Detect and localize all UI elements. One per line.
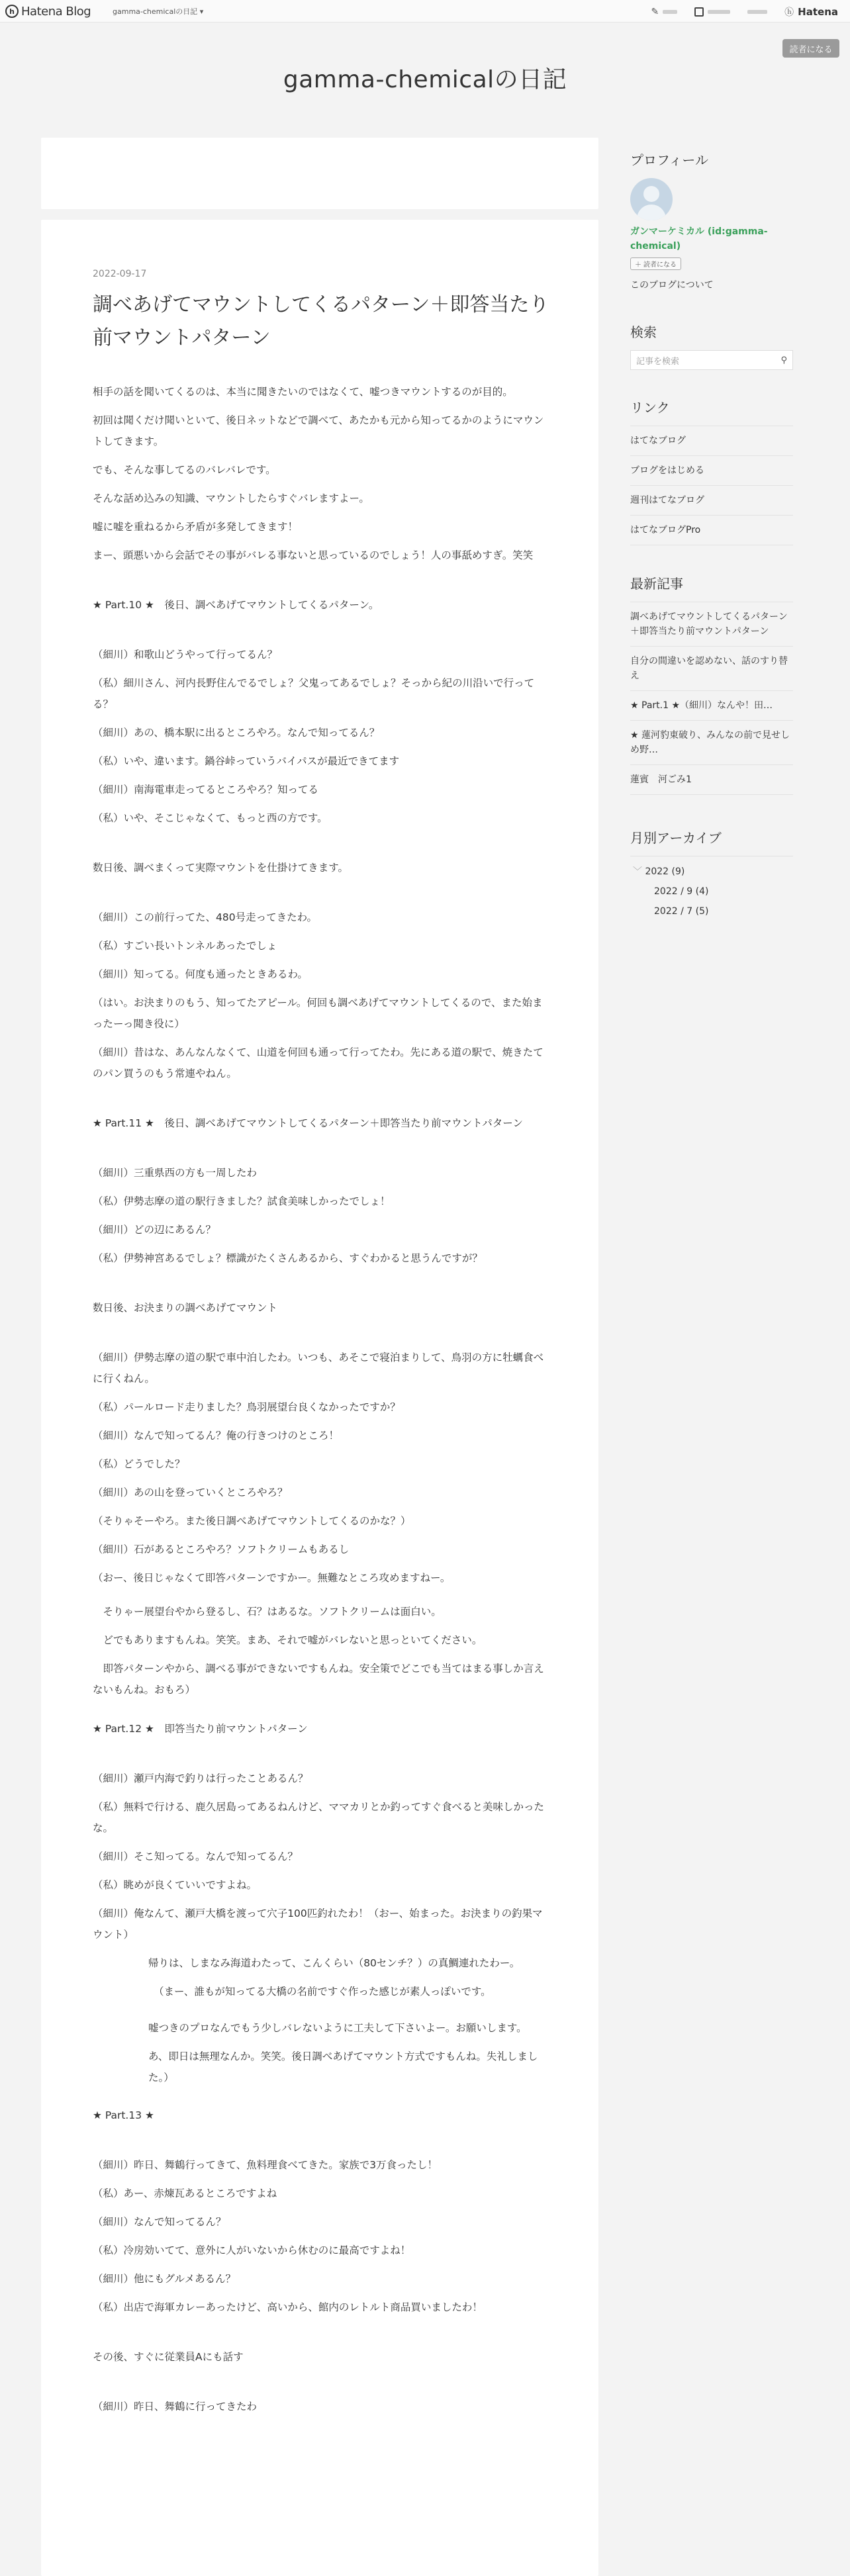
spacer xyxy=(93,2095,549,2105)
body-paragraph: 初回は聞くだけ聞いといて、後日ネットなどで調べて、あたかも元から知ってるかのようにマウントしてきます。 xyxy=(93,414,544,447)
profile-name-link[interactable]: ガンマーケミカル (id:gamma-chemical) xyxy=(630,226,768,252)
spacer xyxy=(93,1596,549,1601)
spacer xyxy=(93,623,549,644)
section-heading: ★ Part.10 ★ 後日、調べあげてマウントしてくるパターン。 xyxy=(93,599,379,611)
body-paragraph: （細川）この前行ってた、480号走ってきたわ。 xyxy=(93,911,317,923)
spacer xyxy=(93,1747,549,1768)
follow-button[interactable] xyxy=(630,257,681,270)
body-paragraph: （私）伊勢神宮あるでしょ？標識がたくさんあるから、すぐわかると思うんですが？ xyxy=(93,1252,483,1264)
body-paragraph: （私）いや、違います。鍋谷峠っていうバイパスが最近できてます xyxy=(93,755,400,767)
blog-switcher[interactable] xyxy=(113,6,203,17)
entry-body xyxy=(93,381,549,2424)
body-paragraph: （細川）昔はな、あんなんなくて、山道を何回も通って行ってたわ。先にある道の駅で、焼きたてのパン買うのもう常連やねん。 xyxy=(93,1046,543,1080)
spacer xyxy=(93,1326,549,1347)
body-paragraph: （私）どうでした？ xyxy=(93,1458,185,1470)
account-menu[interactable] xyxy=(747,10,767,14)
profile-module xyxy=(630,150,793,291)
body-paragraph: まー、頭悪いから会話でその事がバレる事ないと思っているのでしょう！人の事舐めすぎ。笑笑 xyxy=(93,549,534,561)
spacer xyxy=(93,1091,549,1113)
body-paragraph: （細川）三重県西の方も一周したわ xyxy=(93,1167,258,1179)
spacer xyxy=(93,1141,549,1162)
sidebar-link[interactable]: はてなブログ xyxy=(630,426,793,456)
body-paragraph: （細川）昨日、舞鶴に行ってきたわ xyxy=(93,2401,258,2413)
entry-title[interactable]: 調べあげてマウントしてくるパターン＋即答当たり前マウントパターン xyxy=(93,293,549,349)
about-blog-link[interactable]: このブログについて xyxy=(630,280,714,291)
body-paragraph: そんな話め込みの知識、マウントしたらすぐバレますよー。 xyxy=(93,492,369,504)
body-paragraph: あ、即日は無理なんか。笑笑。後日調べあげてマウント方式ですもんね。失礼しました。） xyxy=(148,2050,538,2084)
dashboard-label xyxy=(708,10,730,14)
spacer xyxy=(93,2133,549,2154)
body-paragraph: （細川）他にもグルメあるん？ xyxy=(93,2273,236,2285)
ad-area xyxy=(41,138,598,209)
avatar[interactable] xyxy=(630,178,673,220)
body-paragraph: （細川）知ってる。何度も通ったときあるわ。 xyxy=(93,968,308,980)
entry-card xyxy=(41,220,598,2576)
body-paragraph: （細川）あの、橋本駅に出るところやろ。なんで知ってるん？ xyxy=(93,727,380,739)
spacer xyxy=(93,573,549,594)
body-paragraph: 帰りは、しまなみ海道わたって、こんくらい（80センチ？）の真鯛連れたわー。 xyxy=(148,1957,520,1969)
search-icon[interactable]: ⚲ xyxy=(780,355,787,365)
archive-month-link[interactable]: 2022 / 7 (5) xyxy=(654,906,709,917)
chevron-down-icon: ﹀ xyxy=(633,866,642,877)
recent-entries-module xyxy=(630,573,793,795)
body-paragraph: （私）すごい長いトンネルあったでしょ xyxy=(93,940,277,952)
body-paragraph: （細川）なんで知ってるん？ xyxy=(93,2216,226,2228)
subscribe-button[interactable]: 読者になる xyxy=(782,39,839,58)
recent-entry-link[interactable]: 蓮賓 河ごみ1 xyxy=(630,765,793,795)
spacer xyxy=(93,2325,549,2346)
search-heading: 検索 xyxy=(630,324,657,340)
body-paragraph: （細川）南海電車走ってるところやろ？知ってる xyxy=(93,784,319,796)
body-paragraph: （まー、誰もが知ってる大橋の名前ですぐ作った感じが素人っぽいです。 xyxy=(154,1986,491,1998)
section-heading: ★ Part.13 ★ xyxy=(93,2109,154,2121)
search-placeholder: 記事を検索 xyxy=(636,356,680,367)
body-paragraph: どでもありますもんね。笑笑。まあ、それで嘘がバレないと思っといてください。 xyxy=(93,1634,483,1646)
body-paragraph: そりゃー展望台やから登るし、石？はあるな。ソフトクリームは面白い。 xyxy=(93,1606,442,1618)
sidebar-link[interactable]: ブログをはじめる xyxy=(630,456,793,486)
hatena-blog-logo[interactable] xyxy=(5,3,91,19)
body-paragraph: 数日後、お決まりの調べあげてマウント xyxy=(93,1302,278,1314)
body-paragraph: 嘘に嘘を重ねるから矛盾が多発してきます！ xyxy=(93,521,299,533)
sidebar-link[interactable]: 週刊はてなブログ xyxy=(630,486,793,516)
blog-switcher-label: gamma-chemicalの日記 xyxy=(113,7,198,16)
dashboard-icon xyxy=(694,7,704,17)
spacer xyxy=(93,836,549,857)
archive-module xyxy=(630,827,793,924)
section-heading: ★ Part.12 ★ 即答当たり前マウントパターン xyxy=(93,1723,308,1735)
chevron-down-icon: ▾ xyxy=(199,7,204,16)
write-entry-button[interactable] xyxy=(651,7,677,17)
body-paragraph: （細川）和歌山どうやって行ってるん？ xyxy=(93,649,278,661)
spacer xyxy=(93,2009,549,2017)
links-heading: リンク xyxy=(630,400,670,416)
body-paragraph: （私）無料で行ける、鹿久居島ってあるねんけど、ママカリとか釣ってすぐ食べると美味しかったな。 xyxy=(93,1801,545,1834)
spacer xyxy=(93,886,549,907)
search-input[interactable] xyxy=(630,350,793,370)
pencil-icon: ✎ xyxy=(651,7,659,17)
body-paragraph: （細川）伊勢志摩の道の駅で車中泊したわ。いつも、あそこで寝泊まりして、鳥羽の方に牡蠣食べに行くねん。 xyxy=(93,1352,544,1385)
body-paragraph: （私）冷房効いてて、意外に人がいないから休むのに最高ですよね！ xyxy=(93,2244,411,2256)
hatena-brand-label: Hatena xyxy=(798,6,838,18)
profile-heading: プロフィール xyxy=(630,152,708,168)
hatena-brand-icon: ⓗ xyxy=(784,7,794,18)
body-paragraph: （そりゃそーやろ。また後日調べあげてマウントしてくるのかな？） xyxy=(93,1515,411,1527)
body-paragraph: （私）パールロード走りました？鳥羽展望台良くなかったですか？ xyxy=(93,1401,401,1413)
archive-month-link[interactable]: 2022 / 9 (4) xyxy=(654,886,709,897)
recent-entry-link[interactable]: ★ Part.1 ★（細川）なんや！田… xyxy=(630,691,793,721)
hatena-brand-link[interactable] xyxy=(784,5,838,19)
hatena-logo-icon: h xyxy=(5,5,19,18)
section-heading: ★ Part.11 ★ 後日、調べあげてマウントしてくるパターン＋即答当たり前マウントパターン xyxy=(93,1117,523,1129)
links-module xyxy=(630,397,793,545)
write-entry-label xyxy=(663,10,677,14)
hatena-blog-logo-text: Hatena Blog xyxy=(21,4,91,19)
body-paragraph: でも、そんな事してるのバレバレです。 xyxy=(93,464,276,476)
body-paragraph: 即答パターンやから、調べる事ができないですもんね。安全策でどこでも当てはまる事しか言えないもんね。おもろ） xyxy=(93,1663,544,1696)
archive-year[interactable] xyxy=(630,864,793,879)
recent-entry-link[interactable]: ★ 蓮河豹東破り、みんなの前で見せしめ野… xyxy=(630,721,793,765)
body-paragraph: （細川）そこ知ってる。なんで知ってるん？ xyxy=(93,1851,299,1863)
body-paragraph: （私）細川さん、河内長野住んでるでしょ？父鬼ってあるでしょ？そっから紀の川沿いで行ってる？ xyxy=(93,677,535,710)
body-paragraph: 数日後、調べまくって実際マウントを仕掛けてきます。 xyxy=(93,862,348,874)
plus-icon: ＋ xyxy=(635,261,641,269)
global-header xyxy=(0,0,850,23)
body-paragraph: （細川）瀬戸内海で釣りは行ったことあるん？ xyxy=(93,1772,308,1784)
follow-label: 読者になる xyxy=(643,261,677,269)
dashboard-button[interactable] xyxy=(694,7,730,17)
body-paragraph: （私）あー、赤煉瓦あるところですよね xyxy=(93,2187,277,2199)
body-paragraph: （私）出店で海軍カレーあったけど、高いから、館内のレトルト商品買いましたわ！ xyxy=(93,2301,483,2313)
archive-heading: 月別アーカイブ xyxy=(630,830,722,846)
recent-entry-link[interactable]: 調べあげてマウントしてくるパターン＋即答当たり前マウントパターン xyxy=(630,602,793,647)
body-paragraph: （細川）昨日、舞鶴行ってきて、魚料理食べてきた。家族で3万食ったし！ xyxy=(93,2159,438,2171)
body-paragraph: その後、すぐに従業員Aにも話す xyxy=(93,2351,244,2363)
recent-entry-link[interactable]: 自分の間違いを認めない、話のすり替え xyxy=(630,647,793,691)
sidebar-link[interactable]: はてなブログPro xyxy=(630,516,793,545)
body-paragraph: （細川）どの辺にあるん？ xyxy=(93,1224,216,1236)
body-paragraph: （細川）石があるところやろ？ソフトクリームもあるし xyxy=(93,1543,350,1555)
body-paragraph: （私）いや、そこじゃなくて、もっと西の方です。 xyxy=(93,812,328,824)
blog-title[interactable]: gamma-chemicalの日記 xyxy=(283,66,567,93)
account-label xyxy=(747,10,767,14)
archive-year-label: 2022 (9) xyxy=(645,866,685,877)
body-paragraph: （細川）あの山を登っていくところやろ？ xyxy=(93,1487,288,1498)
search-module xyxy=(630,322,793,370)
body-paragraph: （私）眺めが良くていいですよね。 xyxy=(93,1879,258,1891)
body-paragraph: （細川）俺なんて、瀬戸大橋を渡って穴子100匹釣れたわ！（おー、始まった。お決まりの釣果マウント） xyxy=(93,1908,543,1941)
body-paragraph: （私）伊勢志摩の道の駅行きました？試食美味しかったでしょ！ xyxy=(93,1195,391,1207)
body-paragraph: 相手の話を聞いてくるのは、本当に聞きたいのではなくて、嘘つきマウントするのが目的。 xyxy=(93,386,513,398)
body-paragraph: （細川）なんで知ってるん？俺の行きつけのところ！ xyxy=(93,1430,340,1442)
recent-heading: 最新記事 xyxy=(630,576,683,592)
body-paragraph: 嘘つきのプロなんでもう少しバレないように工夫して下さいよー。お願いします。 xyxy=(148,2022,527,2034)
spacer xyxy=(93,2375,549,2396)
body-paragraph: （おー、後日じゃなくて即答パターンですかー。無難なところ攻めますねー。 xyxy=(93,1572,451,1584)
body-paragraph: （はい。お決まりのもう、知ってたアピール。何回も調べあげてマウントしてくるので、また始まったーっ聞き役に） xyxy=(93,997,543,1030)
spacer xyxy=(93,1708,549,1718)
entry-date[interactable]: 2022-09-17 xyxy=(93,269,147,279)
spacer xyxy=(93,1276,549,1297)
